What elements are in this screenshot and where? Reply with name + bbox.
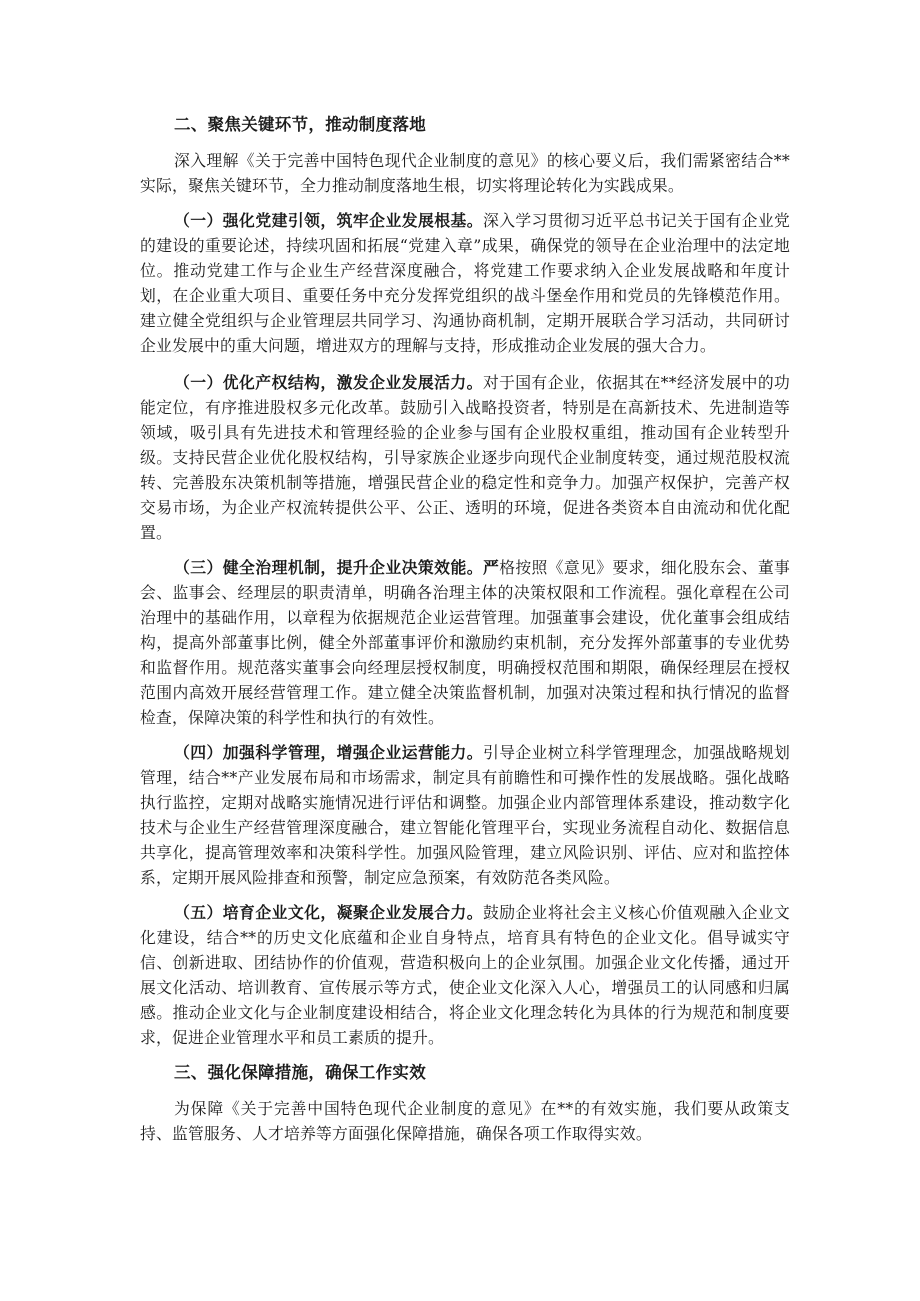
paragraph-lead: （四）加强科学管理，增强企业运营能力。 — [174, 743, 484, 762]
section-2-heading: 二、聚焦关键环节，推动制度落地 — [174, 115, 426, 134]
document-page — [140, 112, 790, 1146]
paragraph-lead: （三）健全治理机制，提升企业决策效能。严 — [174, 558, 500, 577]
paragraph-body: 鼓励企业将社会主义核心价值观融入企业文化建设，结合**的历史文化底蕴和企业自身特点，培育具有特色的企业文化。倡导诚实守信、创新进取、团结协作的价值观，营造积极向上的企业氛围。加强企业文化传播，通过开展文化活动、培训教育、宣传展示等方式，使企业文化深入人心，增强员工的认同感和归属感。推动企业文化与企业制度建设相结合，将企业文化理念转化为具体的行为规范和制度要求，促进企业管理水平和员工素质的提升。 — [140, 903, 790, 1047]
paragraph-body: 引导企业树立科学管理理念，加强战略规划管理，结合**产业发展布局和市场需求，制定具有前瞻性和可操作性的发展战略。强化战略执行监控，定期对战略实施情况进行评估和调整。加强企业内部管理体系建设，推动数字化技术与企业生产经营管理深度融合，建立智能化管理平台，实现业务流程自动化、数据信息共享化，提高管理效率和决策科学性。加强风险管理，建立风险识别、评估、应对和监控体系，定期开展风险排查和预警，制定应急预案，有效防范各类风险。 — [140, 743, 790, 887]
paragraph-property-rights — [140, 370, 790, 545]
paragraph-body: 格按照《意见》要求，细化股东会、董事会、监事会、经理层的职责清单，明确各治理主体的决策权限和工作流程。强化章程在公司治理中的基础作用，以章程为依据规范企业运营管理。加强董事会建设，优化董事会组成结构，提高外部董事比例，健全外部董事评价和激励约束机制，充分发挥外部董事的专业优势和监督作用。规范落实董事会向经理层授权制度，明确授权范围和期限，确保经理层在授权范围内高效开展经营管理工作。建立健全决策监督机制，加强对决策过程和执行情况的监督检查，保障决策的科学性和执行的有效性。 — [140, 558, 790, 727]
paragraph-corporate-culture — [140, 900, 790, 1050]
paragraph-body: 对于国有企业，依据其在**经济发展中的功能定位，有序推进股权多元化改革。鼓励引入战略投资者，特别是在高新技术、先进制造等领域，吸引具有先进技术和管理经验的企业参与国有企业股权重组，推动国有企业转型升级。支持民营企业优化股权结构，引导家族企业逐步向现代企业制度转变，通过规范股权流转、完善股东决策机制等措施，增强民营企业的稳定性和竞争力。加强产权保护，完善产权交易市场，为企业产权流转提供公平、公正、透明的环境，促进各类资本自由流动和优化配置。 — [140, 373, 790, 542]
paragraph-party-building — [140, 208, 790, 358]
paragraph-scientific-management — [140, 740, 790, 890]
section-3-heading: 三、强化保障措施，确保工作实效 — [174, 1063, 426, 1082]
paragraph-lead: （一）强化党建引领，筑牢企业发展根基。 — [174, 211, 484, 230]
section-2-intro: 深入理解《关于完善中国特色现代企业制度的意见》的核心要义后，我们需紧密结合**实际，聚焦关键环节，全力推动制度落地生根，切实将理论转化为实践成果。 — [140, 151, 790, 195]
paragraph-body: 深入学习贯彻习近平总书记关于国有企业党的建设的重要论述，持续巩固和拓展“党建入章”成果，确保党的领导在企业治理中的法定地位。推动党建工作与企业生产经营深度融合，将党建工作要求纳入企业发展战略和年度计划，在企业重大项目、重要任务中充分发挥党组织的战斗堡垒作用和党员的先锋模范作用。建立健全党组织与企业管理层共同学习、沟通协商机制，定期开展联合学习活动，共同研讨企业发展中的重大问题，增进双方的理解与支持，形成推动企业发展的强大合力。 — [140, 211, 790, 355]
section-3-intro: 为保障《关于完善中国特色现代企业制度的意见》在**的有效实施，我们要从政策支持、监管服务、人才培养等方面强化保障措施，确保各项工作取得实效。 — [140, 1099, 790, 1143]
paragraph-governance — [140, 555, 790, 730]
paragraph-lead: （一）优化产权结构，激发企业发展活力。 — [174, 373, 483, 392]
paragraph-lead: （五）培育企业文化，凝聚企业发展合力。 — [174, 903, 484, 922]
